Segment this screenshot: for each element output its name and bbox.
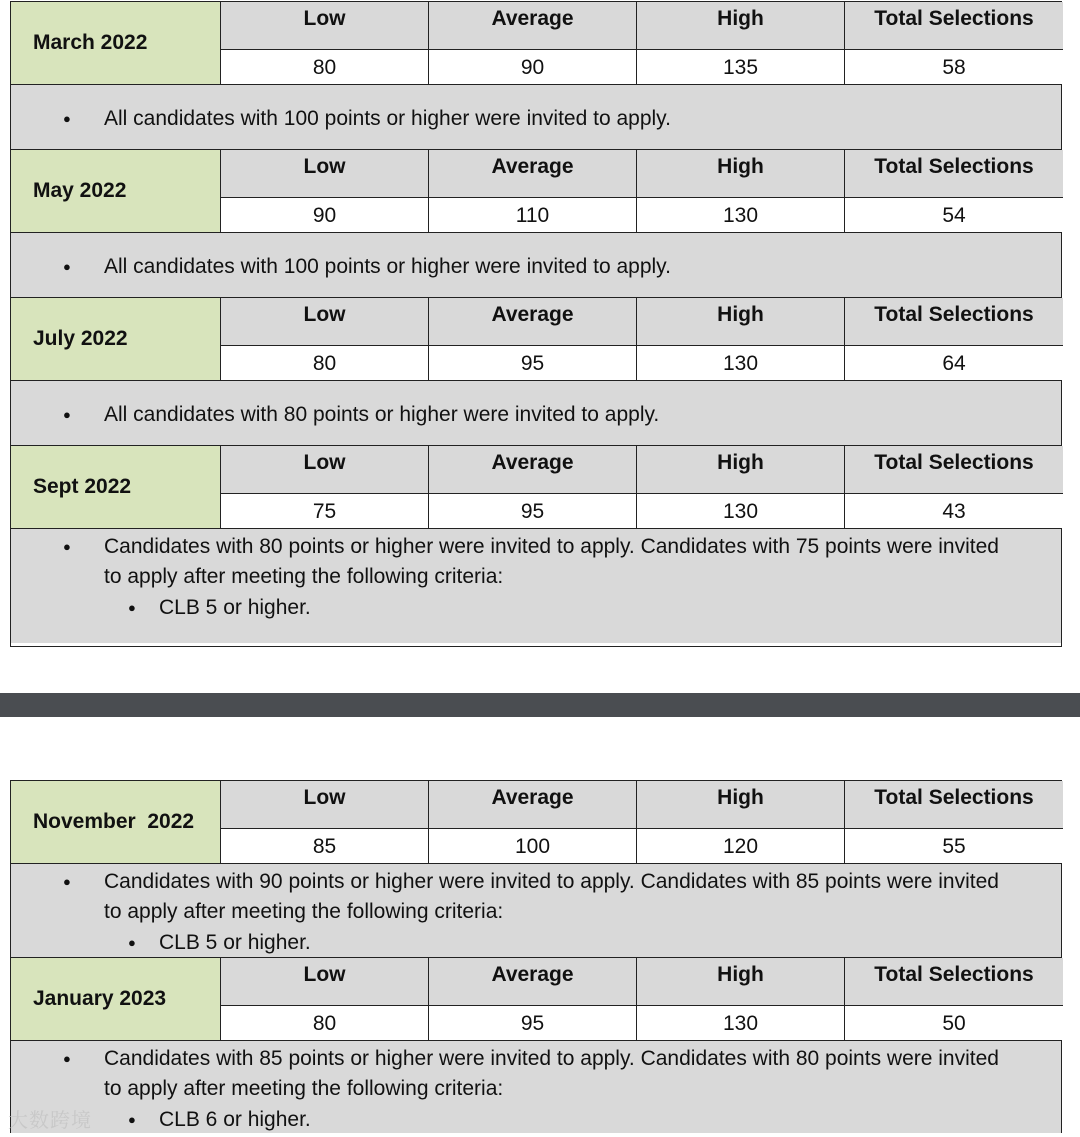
- round-month: July 2022: [11, 298, 221, 380]
- average-value: 95: [429, 1006, 637, 1040]
- col-average-header: Average: [429, 446, 637, 494]
- col-total-header: Total Selections: [845, 2, 1063, 50]
- round-november-2022: [11, 781, 1061, 864]
- average-value: 95: [429, 346, 637, 380]
- round-july-2022: [11, 298, 1061, 381]
- low-value: 80: [221, 346, 429, 380]
- round-note: [11, 864, 1061, 958]
- col-low-header: Low: [221, 150, 429, 198]
- round-month: Sept 2022: [11, 446, 221, 528]
- col-average-header: Average: [429, 150, 637, 198]
- note-sub-bullet: ● CLB 6 or higher.: [11, 1104, 1061, 1135]
- col-low-header: Low: [221, 298, 429, 346]
- note-bullet: ● All candidates with 100 points or higher were invited to apply.: [11, 104, 1061, 134]
- note-bullet: ● All candidates with 80 points or higher were invited to apply.: [11, 400, 1061, 430]
- col-high-header: High: [637, 298, 845, 346]
- draws-table-page-1: [10, 1, 1062, 647]
- col-high-header: High: [637, 2, 845, 50]
- average-value: 95: [429, 494, 637, 528]
- note-sub-bullet: ● CLB 5 or higher.: [11, 592, 1061, 623]
- average-value: 90: [429, 50, 637, 84]
- total-value: 55: [845, 829, 1063, 863]
- average-value: 100: [429, 829, 637, 863]
- col-average-header: Average: [429, 958, 637, 1006]
- low-value: 90: [221, 198, 429, 232]
- note-bullet: ● Candidates with 90 points or higher were invited to apply. Candidates with 85 points were invited to apply after meeting the following criteria:: [11, 867, 1061, 927]
- high-value: 130: [637, 346, 845, 380]
- round-month: March 2022: [11, 2, 221, 84]
- round-note: [11, 233, 1061, 298]
- round-may-2022: [11, 150, 1061, 233]
- round-month: November 2022: [11, 781, 221, 863]
- col-average-header: Average: [429, 2, 637, 50]
- col-high-header: High: [637, 958, 845, 1006]
- high-value: 120: [637, 829, 845, 863]
- note-bullet: ● All candidates with 100 points or higher were invited to apply.: [11, 252, 1061, 282]
- round-note: [11, 381, 1061, 446]
- high-value: 130: [637, 198, 845, 232]
- note-sub-bullet: ● CLB 5 or higher.: [11, 927, 1061, 958]
- col-total-header: Total Selections: [845, 958, 1063, 1006]
- low-value: 80: [221, 1006, 429, 1040]
- round-march-2022: [11, 2, 1061, 85]
- round-january-2023: [11, 958, 1061, 1041]
- col-total-header: Total Selections: [845, 298, 1063, 346]
- total-value: 43: [845, 494, 1063, 528]
- col-total-header: Total Selections: [845, 150, 1063, 198]
- round-month: January 2023: [11, 958, 221, 1040]
- total-value: 58: [845, 50, 1063, 84]
- col-average-header: Average: [429, 298, 637, 346]
- total-value: 54: [845, 198, 1063, 232]
- low-value: 80: [221, 50, 429, 84]
- draws-table-page-2: [10, 780, 1062, 1133]
- note-bullet: ● Candidates with 85 points or higher were invited to apply. Candidates with 80 points were invited to apply after meeting the following criteria:: [11, 1044, 1061, 1104]
- high-value: 130: [637, 1006, 845, 1040]
- page-divider: [0, 693, 1080, 717]
- col-low-header: Low: [221, 958, 429, 1006]
- average-value: 110: [429, 198, 637, 232]
- col-high-header: High: [637, 781, 845, 829]
- col-high-header: High: [637, 150, 845, 198]
- col-total-header: Total Selections: [845, 781, 1063, 829]
- col-high-header: High: [637, 446, 845, 494]
- round-sept-2022: [11, 446, 1061, 529]
- col-low-header: Low: [221, 781, 429, 829]
- total-value: 50: [845, 1006, 1063, 1040]
- round-note: [11, 1041, 1061, 1133]
- col-total-header: Total Selections: [845, 446, 1063, 494]
- note-bullet: ● Candidates with 80 points or higher were invited to apply. Candidates with 75 points were invited to apply after meeting the following criteria:: [11, 532, 1061, 592]
- round-note: [11, 85, 1061, 150]
- low-value: 85: [221, 829, 429, 863]
- high-value: 130: [637, 494, 845, 528]
- col-low-header: Low: [221, 2, 429, 50]
- round-note: [11, 529, 1061, 643]
- round-month: May 2022: [11, 150, 221, 232]
- col-low-header: Low: [221, 446, 429, 494]
- low-value: 75: [221, 494, 429, 528]
- watermark-logo: 大数跨境: [8, 1110, 92, 1132]
- total-value: 64: [845, 346, 1063, 380]
- high-value: 135: [637, 50, 845, 84]
- col-average-header: Average: [429, 781, 637, 829]
